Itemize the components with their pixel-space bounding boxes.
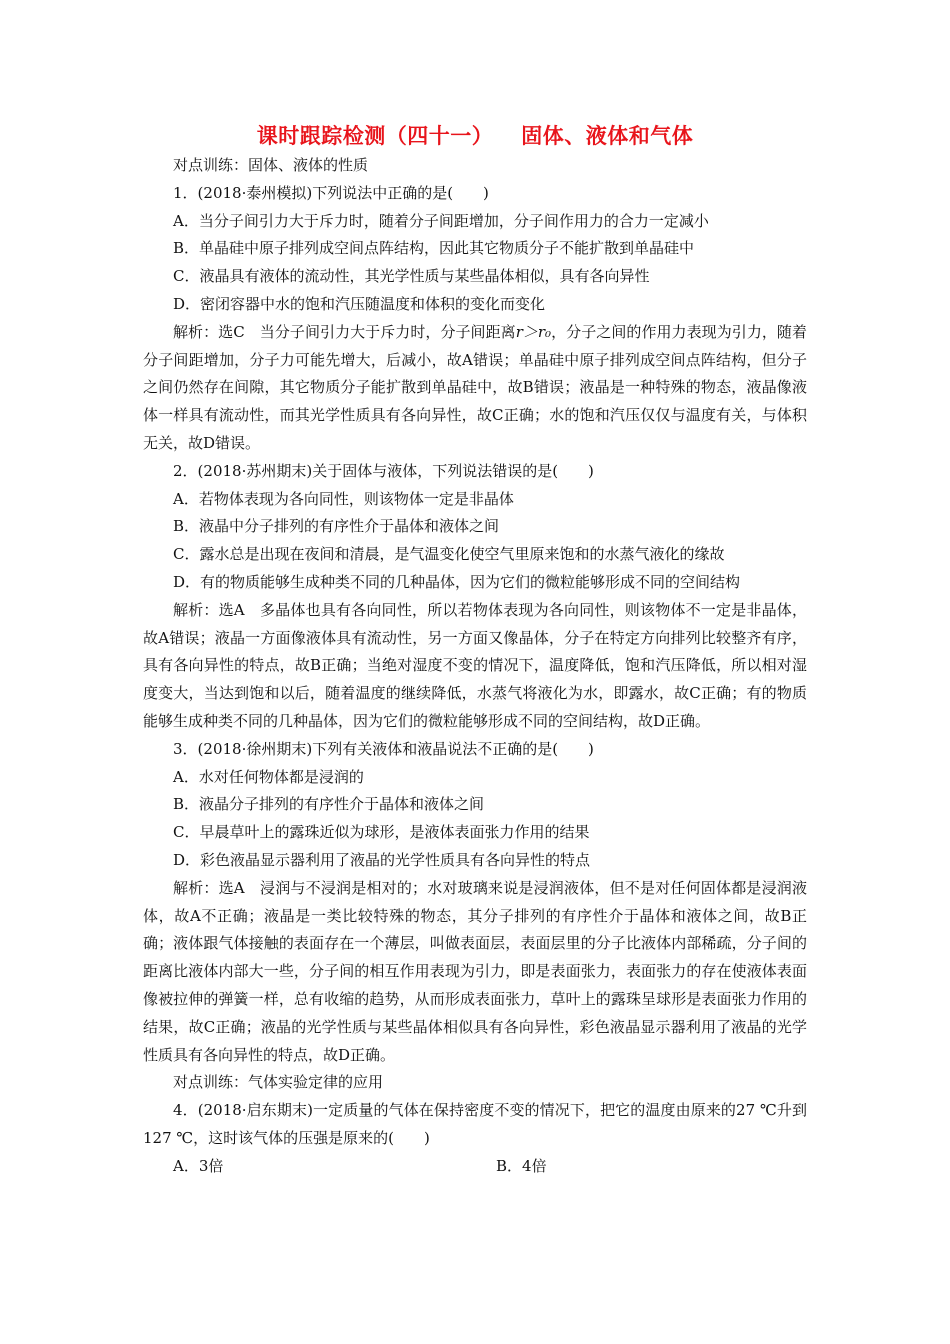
- question-2-analysis: 解析：选A 多晶体也具有各向同性，所以若物体表现为各向同性，则该物体不一定是非晶体，故A错误；液晶一方面像液体具有流动性，另一方面又像晶体，分子在特定方向排列比较整齐有序，具有各向异性的特点，故B正确；当绝对湿度不变的情况下，温度降低，饱和汽压降低，所以相对湿度变大，当达到饱和以后，随着温度的继续降低，水蒸气将液化为水，即露水，故C正确；有的物质能够生成种类不同的几种晶体，因为它们的微粒能够形成不同的空间结构，故D正确。: [143, 600, 807, 730]
- question-3-option-d: D．彩色液晶显示器利用了液晶的光学性质具有各向异性的特点: [173, 850, 591, 869]
- analysis-1-math: r＞r₀: [515, 322, 552, 341]
- document-body: [143, 152, 807, 1180]
- question-4-option-b: B．4倍: [496, 1156, 547, 1175]
- question-2-option-d: D．有的物质能够生成种类不同的几种晶体，因为它们的微粒能够形成不同的空间结构: [173, 572, 741, 591]
- question-1-option-a: A．当分子间引力大于斥力时，随着分子间距增加，分子间作用力的合力一定减小: [173, 211, 709, 230]
- question-4-option-a: A．3倍: [173, 1156, 224, 1175]
- question-2-stem: 2．(2018·苏州期末)关于固体与液体，下列说法错误的是( ): [173, 461, 594, 480]
- question-2-option-b: B．液晶中分子排列的有序性介于晶体和液体之间: [173, 517, 500, 536]
- question-2-option-a: A．若物体表现为各向同性，则该物体一定是非晶体: [173, 489, 514, 508]
- question-1-option-d: D．密闭容器中水的饱和汽压随温度和体积的变化而变化: [173, 294, 546, 313]
- question-1-analysis: [143, 319, 807, 458]
- question-4-options: [143, 1153, 807, 1181]
- analysis-1-post: ，分子之间的作用力表现为引力，随着分子间距增加，分子力可能先增大，后减小，故A错误；单晶硅中原子排列成空间点阵结构，但分子之间仍然存在间隙，其它物质分子能扩散到单晶硅中，故B错误；液晶是一种特殊的物态，液晶像液体一样具有流动性，而其光学性质具有各向异性，故C正确；水的饱和汽压仅仅与温度有关，与体积无关，故D错误。: [143, 322, 807, 452]
- page-title: [143, 120, 807, 150]
- question-3-option-c: C．早晨草叶上的露珠近似为球形，是液体表面张力作用的结果: [173, 823, 590, 842]
- question-3-option-b: B．液晶分子排列的有序性介于晶体和液体之间: [173, 795, 485, 814]
- question-1-stem: 1．(2018·泰州模拟)下列说法中正确的是( ): [173, 183, 489, 202]
- title-right: 固体、液体和气体: [521, 124, 694, 148]
- section-heading-1: 对点训练：固体、液体的性质: [173, 156, 369, 174]
- question-3-option-a: A．水对任何物体都是浸润的: [173, 767, 364, 786]
- question-3-stem: 3．(2018·徐州期末)下列有关液体和液晶说法不正确的是( ): [173, 739, 594, 758]
- question-2-option-c: C．露水总是出现在夜间和清晨，是气温变化使空气里原来饱和的水蒸气液化的缘故: [173, 545, 725, 564]
- analysis-1-pre: 解析：选C 当分子间引力大于斥力时，分子间距离: [173, 322, 516, 341]
- title-left: 课时跟踪检测（四十一）: [256, 124, 494, 148]
- question-1-option-c: C．液晶具有液体的流动性，其光学性质与某些晶体相似，具有各向异性: [173, 267, 650, 286]
- question-4-stem: 4．(2018·启东期末)一定质量的气体在保持密度不变的情况下，把它的温度由原来的27 ℃升到127 ℃，这时该气体的压强是原来的( ): [143, 1101, 807, 1147]
- section-heading-2: 对点训练：气体实验定律的应用: [173, 1073, 384, 1092]
- question-1-option-b: B．单晶硅中原子排列成空间点阵结构，因此其它物质分子不能扩散到单晶硅中: [173, 239, 695, 258]
- question-3-analysis: 解析：选A 浸润与不浸润是相对的；水对玻璃来说是浸润液体，但不是对任何固体都是浸润液体，故A不正确；液晶是一类比较特殊的物态，其分子排列的有序性介于晶体和液体之间，故B正确；液体跟气体接触的表面存在一个薄层，叫做表面层，表面层里的分子比液体内部稀疏，分子间的距离比液体内部大一些，分子间的相互作用表现为引力，即是表面张力，表面张力的存在使液体表面像被拉伸的弹簧一样，总有收缩的趋势，从而形成表面张力，草叶上的露珠呈球形是表面张力作用的结果，故C正确；液晶的光学性质与某些晶体相似具有各向异性，彩色液晶显示器利用了液晶的光学性质具有各向异性的特点，故D正确。: [143, 878, 807, 1064]
